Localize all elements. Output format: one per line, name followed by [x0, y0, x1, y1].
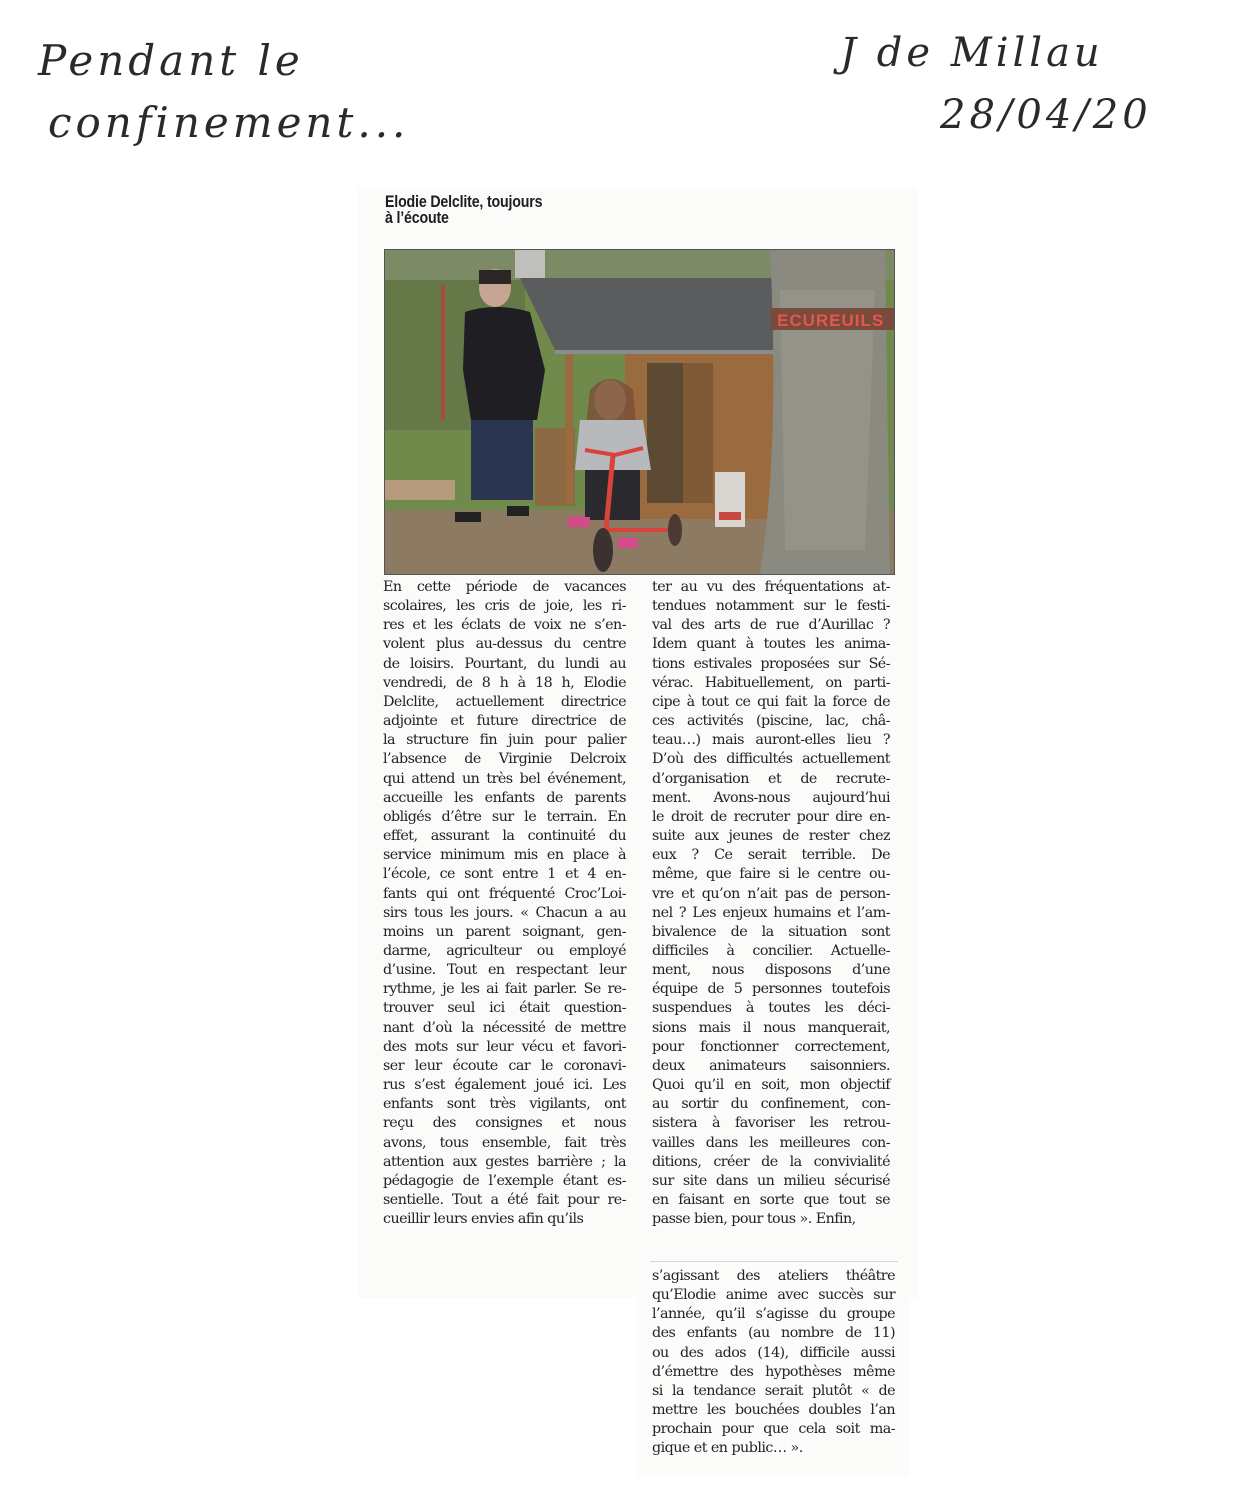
- article-text-line: en faisant en sorte que tout se: [652, 1192, 890, 1208]
- article-text-line: même, que faire si le centre ou-: [652, 866, 890, 883]
- article-text-line: suite aux jeunes de rester chez: [652, 828, 890, 845]
- article-text-line: des mots sur leur vécu et favori-: [383, 1038, 626, 1055]
- article-text-line: sentielle. Tout a été fait pour re-: [383, 1192, 626, 1208]
- article-text-line: difficiles à concilier. Actuelle-: [652, 942, 890, 959]
- article-text-line: ou des ados (14), difficile aussi: [652, 1344, 895, 1361]
- article-text-line: s’agissant des ateliers théâtre: [652, 1268, 895, 1284]
- article-text-line: obligés d’être sur le terrain. En: [383, 808, 626, 825]
- article-text-line: sur site dans un milieu sécurisé: [652, 1172, 890, 1189]
- article-text-line: d’émettre des hypothèses même: [652, 1363, 895, 1380]
- article-text-line: trouver seul ici était question-: [383, 1000, 626, 1017]
- tricycle-front-wheel: [593, 528, 613, 572]
- column-continuation-rule: [650, 1261, 898, 1262]
- article-text-line: d’organisation et de recrute-: [652, 770, 890, 787]
- article-column-2: [652, 578, 890, 1229]
- sand-patch: [385, 480, 455, 500]
- article-text-line: nel ? Les enjeux humains et l’am-: [652, 904, 890, 921]
- article-text-line: qui attend un très bel événement,: [383, 770, 626, 787]
- article-text-line: si la tendance serait plutôt « de: [652, 1382, 895, 1399]
- article-text-line: bivalence de la situation sont: [652, 923, 890, 940]
- article-text-line: gique et en public… ».: [652, 1440, 803, 1457]
- article-text-line: l’année, qu’il s’agisse du groupe: [652, 1306, 895, 1323]
- article-text-line: de loisirs. Pourtant, du lundi au: [383, 655, 626, 672]
- sign-text: ECUREUILS: [777, 311, 885, 330]
- article-text-line: ser leur écoute car le coronavi-: [383, 1057, 626, 1074]
- article-text-line: En cette période de vacances: [383, 579, 626, 595]
- article-text-line: cueillir leurs envies afin qu’ils: [383, 1211, 584, 1228]
- woman-jacket: [463, 307, 545, 420]
- article-text-line: teau…) mais auront-elles lieu ?: [652, 732, 890, 749]
- article-text-line: vre et qu’on n’ait pas de person-: [652, 885, 890, 902]
- article-text-line: équipe de 5 personnes toutefois: [652, 981, 890, 998]
- article-text-line: vailles dans les meilleures con-: [652, 1134, 890, 1151]
- girl-shoe: [568, 517, 590, 527]
- article-text-line: ces activités (piscine, lac, châ-: [652, 713, 890, 730]
- article-text-line: res et les éclats de voix ne s’en-: [383, 617, 626, 634]
- article-text-line: deux animateurs saisonniers.: [652, 1057, 890, 1074]
- porch-post: [565, 354, 573, 504]
- article-text-line: vérac. Habituellement, on parti-: [652, 674, 890, 691]
- article-column-3: [652, 1267, 895, 1459]
- article-text-line: mettre les bouchées doubles l’an: [652, 1402, 895, 1419]
- note-line: confinement...: [48, 98, 410, 147]
- article-text-line: ter au vu des fréquentations at-: [652, 579, 890, 595]
- article-text-line: au sortir du confinement, con-: [652, 1096, 890, 1113]
- article-text-line: vendredi, de 8 h à 18 h, Elodie: [383, 674, 626, 691]
- article-text-line: tendues notamment sur le festi-: [652, 598, 890, 615]
- toy-chair-seat: [719, 512, 741, 520]
- article-headline: [385, 194, 609, 226]
- article-text-line: sistera à favoriser les retrou-: [652, 1115, 890, 1132]
- article-text-line: attention aux gestes barrière ; la: [383, 1153, 626, 1170]
- article-text-line: rus s’est également joué ici. Les: [383, 1077, 626, 1094]
- article-text-line: enfants sont très vigilants, ont: [383, 1096, 626, 1113]
- note-line: Pendant le: [38, 36, 304, 85]
- article-text-line: cipe à tout ce qui fait la force de: [652, 693, 890, 710]
- article-text-line: volent plus au-dessus du centre: [383, 636, 626, 653]
- background-building: [515, 250, 545, 278]
- tricycle-rear-wheel: [668, 514, 682, 546]
- article-text-line: Quoi qu’il en soit, mon objectif: [652, 1077, 890, 1094]
- article-text-line: service minimum mis en place à: [383, 847, 626, 864]
- article-text-line: scolaires, les cris de joie, les ri-: [383, 598, 626, 615]
- article-text-line: la structure fin juin pour palier: [383, 732, 626, 749]
- source-name: J de Millau: [840, 30, 1104, 76]
- article-text-line: l’absence de Virginie Delcroix: [383, 751, 626, 768]
- article-text-line: Delclite, actuellement directrice: [383, 693, 626, 710]
- roof-edge: [555, 350, 780, 354]
- article-text-line: D’où des difficultés actuellement: [652, 751, 890, 768]
- article-text-line: pour fonctionner correctement,: [652, 1038, 890, 1055]
- article-text-line: des enfants (au nombre de 11): [652, 1325, 895, 1342]
- headline-line: Elodie Delclite, toujours: [385, 193, 543, 211]
- article-text-line: Idem quant à toutes les anima-: [652, 636, 890, 653]
- article-text-line: passe bien, pour tous ». Enfin,: [652, 1211, 856, 1228]
- article-text-line: avons, tous ensemble, fait très: [383, 1134, 626, 1151]
- article-text-line: val des arts de rue d’Aurillac ?: [652, 617, 890, 634]
- girl-shoe: [618, 538, 638, 548]
- article-text-line: ditions, créer de la convivialité: [652, 1153, 890, 1170]
- article-text-line: pédagogie de l’exemple étant es-: [383, 1172, 626, 1189]
- article-text-line: ment. Avons-nous aujourd’hui: [652, 789, 890, 806]
- article-text-line: sions mais il nous manquerait,: [652, 1019, 890, 1036]
- handwritten-note-right: [840, 22, 1200, 146]
- article-text-line: le droit de recruter pour dire en-: [652, 808, 890, 825]
- article-text-line: d’usine. Tout en respectant leur: [383, 962, 626, 979]
- article-column-1: [383, 578, 626, 1229]
- article-text-line: nant d’où la nécessité de mettre: [383, 1019, 626, 1036]
- article-text-line: suspendues à toutes les déci-: [652, 1000, 890, 1017]
- article-text-line: reçu des consignes et nous: [383, 1115, 626, 1132]
- article-text-line: moins un parent soignant, gen-: [383, 923, 626, 940]
- woman-hair: [479, 270, 511, 284]
- fence-post: [441, 285, 445, 420]
- handwritten-note-left: [38, 30, 558, 154]
- article-text-line: eux ? Ce serait terrible. De: [652, 847, 890, 864]
- article-text-line: adjointe et future directrice de: [383, 713, 626, 730]
- article-text-line: darme, agriculteur ou employé: [383, 942, 626, 959]
- article-text-line: l’école, ce sont entre 1 et 4 en-: [383, 866, 626, 883]
- article-text-line: accueille les enfants de parents: [383, 789, 626, 806]
- article-text-line: effet, assurant la continuité du: [383, 828, 626, 845]
- article-text-line: prochain pour que cela soit ma-: [652, 1421, 895, 1438]
- source-date: 28/04/20: [940, 92, 1152, 138]
- woman-jeans: [471, 420, 533, 500]
- article-text-line: rythme, je les ai fait parler. Se re-: [383, 981, 626, 998]
- article-text-line: tions estivales proposées sur Sé-: [652, 655, 890, 672]
- article-text-line: ment, nous disposons d’une: [652, 962, 890, 979]
- woman-shoe: [507, 506, 529, 516]
- door-panel: [683, 363, 713, 503]
- photo-illustration: [385, 250, 894, 574]
- woman-shoe: [455, 512, 481, 522]
- headline-line: à l’écoute: [385, 209, 449, 227]
- article-photo: [384, 249, 895, 575]
- article-text-line: fants qui ont fréquenté Croc’Loi-: [383, 885, 626, 902]
- article-text-line: sirs tous les jours. « Chacun a au: [383, 904, 626, 921]
- article-text-line: qu’Elodie anime avec succès sur: [652, 1287, 895, 1304]
- playhouse-roof: [520, 278, 780, 350]
